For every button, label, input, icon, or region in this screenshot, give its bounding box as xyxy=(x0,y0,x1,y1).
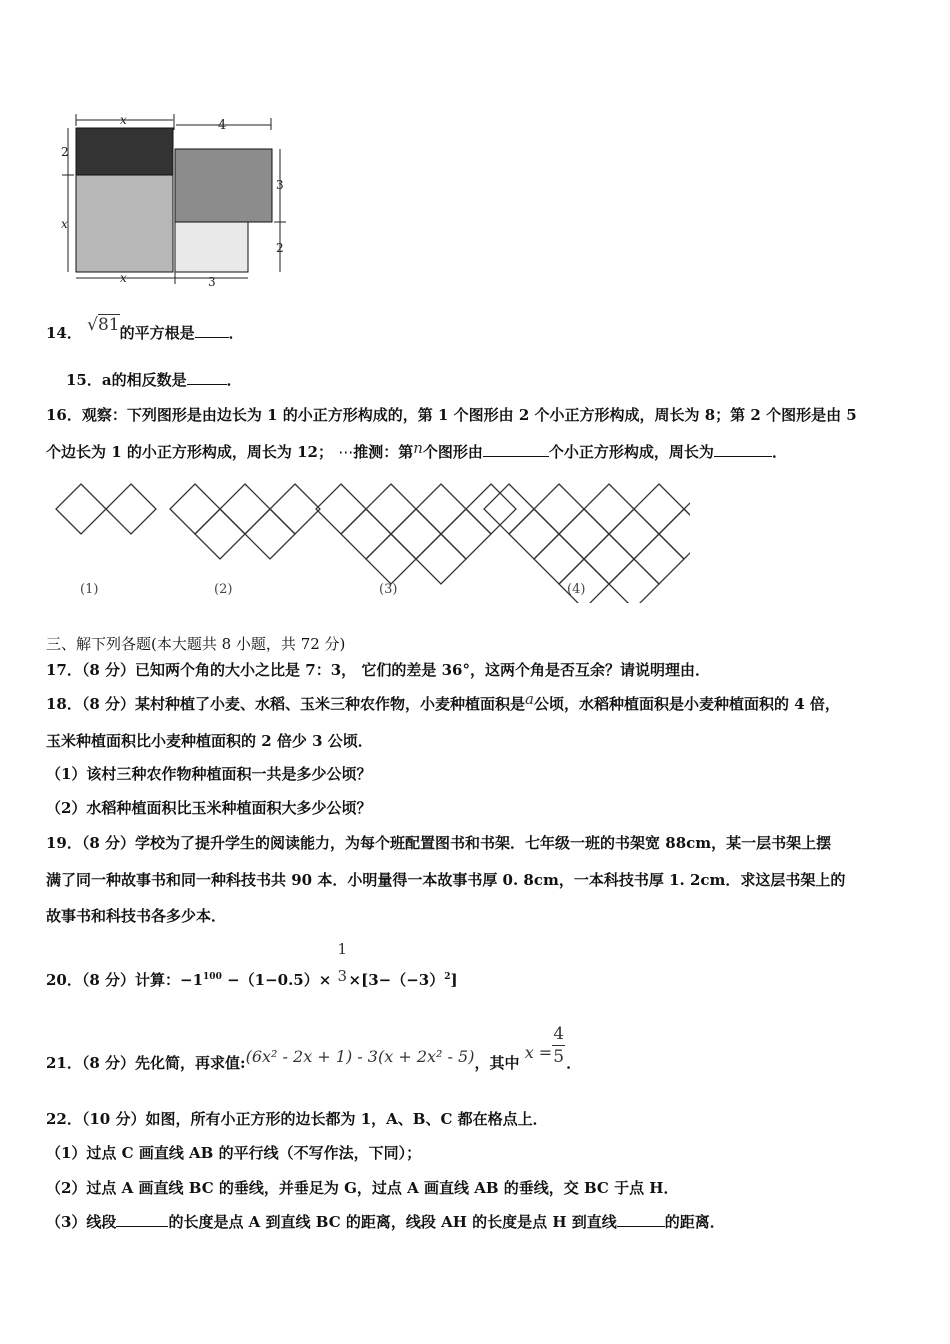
fig-label-3-bottom: 3 xyxy=(208,275,216,289)
question-18-sub-2: （2）水稻种植面积比玉米种植面积大多少公顷？ xyxy=(46,799,372,817)
question-22-sub-1: （1）过点 C 画直线 AB 的平行线（不写作法，下同）； xyxy=(46,1144,422,1162)
small-square-fig4 xyxy=(484,484,534,534)
small-square-fig3 xyxy=(366,534,416,584)
small-square-fig3 xyxy=(466,484,516,534)
fig-label-4: 4 xyxy=(218,118,227,133)
small-square-fig4 xyxy=(509,509,559,559)
small-square-fig2 xyxy=(170,484,220,534)
question-20: 20．（8 分）计算：$-1^{100} -(1-0.5)\times$ 1 3 $\times[3-(-3)^2]$ xyxy=(46,940,458,989)
small-square-fig3 xyxy=(391,509,441,559)
answer-blank-perimeter[interactable] xyxy=(714,442,772,457)
small-square-fig3 xyxy=(341,509,391,559)
rectangle-area-figure xyxy=(58,110,298,290)
fig-label-3: (3) xyxy=(379,582,398,597)
answer-blank-segment[interactable] xyxy=(116,1212,168,1227)
fig-label-x-top: x xyxy=(120,113,127,127)
answer-blank[interactable] xyxy=(187,370,227,385)
small-square-fig3 xyxy=(416,484,466,534)
answer-blank-count[interactable] xyxy=(483,442,549,457)
question-19-line-2: 满了同一种故事书和同一种科技书共 90 本．小明量得一本故事书厚 0. 8cm，一本科技书厚 1. 2cm．求这层书架上的 xyxy=(46,871,846,889)
fig-label-2-right: 2 xyxy=(276,241,284,255)
small-square-fig4 xyxy=(634,534,684,584)
answer-blank[interactable] xyxy=(195,323,229,338)
question-19-line-3: 故事书和科技书各多少本． xyxy=(46,907,227,925)
question-22-sub-2: （2）过点 A 画直线 BC 的垂线，并垂足为 G，过点 A 画直线 AB 的垂线，交 BC 于点 H． xyxy=(46,1179,679,1197)
small-square-fig4 xyxy=(584,484,634,534)
expression: (6x² - 2x + 1) - 3(x + 2x² - 5) xyxy=(245,1047,475,1066)
small-square-fig4 xyxy=(534,484,584,534)
small-square-fig3 xyxy=(441,509,491,559)
question-18-line-1: 18．（8 分）某村种植了小麦、水稻、玉米三种农作物，小麦种植面积是a公顷，水稻种植面积是小麦种植面积的 4 倍， xyxy=(46,690,840,713)
mid-gray-rect xyxy=(175,149,272,222)
question-16-line-2: 个边长为 1 的小正方形构成，周长为 12； ⋯推测：第n个图形由 个小正方形构成，周长为 ． xyxy=(46,439,787,461)
sqrt-expression: √81 xyxy=(87,315,120,335)
dark-square xyxy=(76,128,173,175)
small-square-fig4 xyxy=(634,484,684,534)
question-22-line-1: 22．（10 分）如图，所有小正方形的边长都为 1，A、B、C 都在格点上． xyxy=(46,1110,548,1128)
small-square-fig1 xyxy=(56,484,106,534)
question-14: 14． √81的平方根是 ． xyxy=(46,315,244,342)
fraction-one-third: 1 3 xyxy=(337,940,348,985)
small-square-fig4 xyxy=(584,534,634,584)
question-17: 17．（8 分）已知两个角的大小之比是 7：3， 它们的差是 36°，这两个角是否互余？请说明理由． xyxy=(46,661,710,679)
small-square-fig3 xyxy=(366,484,416,534)
question-19-line-1: 19．（8 分）学校为了提升学生的阅读能力，为每个班配置图书和书架．七年级一班的书架宽 88cm，某一层书架上摆 xyxy=(46,834,832,852)
white-rect xyxy=(175,222,248,272)
question-18-sub-1: （1）该村三种农作物种植面积一共是多少公顷？ xyxy=(46,765,372,783)
question-18-line-2: 玉米种植面积比小麦种植面积的 2 倍少 3 公顷． xyxy=(46,732,373,750)
question-22-sub-3: （3）线段 的长度是点 A 到直线 BC 的距离，线段 AH 的长度是点 H 到直线 的距离． xyxy=(46,1213,725,1231)
small-square-fig4 xyxy=(534,534,584,584)
small-square-fig2 xyxy=(220,484,270,534)
small-square-fig3 xyxy=(416,534,466,584)
small-square-fig2 xyxy=(195,509,245,559)
fig-label-3-right: 3 xyxy=(276,178,284,192)
diamond-pattern-figures xyxy=(50,478,690,603)
small-square-fig4 xyxy=(659,509,690,559)
fig-label-1: (1) xyxy=(80,582,99,597)
small-square-fig1 xyxy=(106,484,156,534)
fig-label-2-left: 2 xyxy=(61,145,69,159)
fig-label-x-left: x xyxy=(61,217,68,231)
answer-blank-line[interactable] xyxy=(617,1212,665,1227)
fraction-four-fifths: $\frac{4}{5}$ xyxy=(553,1024,565,1067)
fig-label-2: (2) xyxy=(214,582,233,597)
fig-label-4: (4) xyxy=(567,582,586,597)
fig-label-x-bottom: x xyxy=(120,271,127,285)
question-21: 21．（8 分）先化简，再求值:(6x² - 2x + 1) - 3(x + 2x² - 5)，其中 x = $\frac{4}{5}$ ． xyxy=(46,1024,582,1072)
small-square-fig2 xyxy=(270,484,320,534)
question-15: 15．a的相反数是 ． xyxy=(66,371,242,389)
small-square-fig2 xyxy=(245,509,295,559)
small-square-fig4 xyxy=(609,509,659,559)
light-gray-square xyxy=(76,175,173,272)
question-16-line-1: 16．观察：下列图形是由边长为 1 的小正方形构成的，第 1 个图形由 2 个小正方形构成，周长为 8；第 2 个图形是由 5 xyxy=(46,406,857,424)
small-square-fig3 xyxy=(316,484,366,534)
small-square-fig4 xyxy=(559,509,609,559)
section-3-title: 三、解下列各题(本大题共 8 小题，共 72 分) xyxy=(46,635,346,653)
small-square-fig4 xyxy=(609,559,659,603)
